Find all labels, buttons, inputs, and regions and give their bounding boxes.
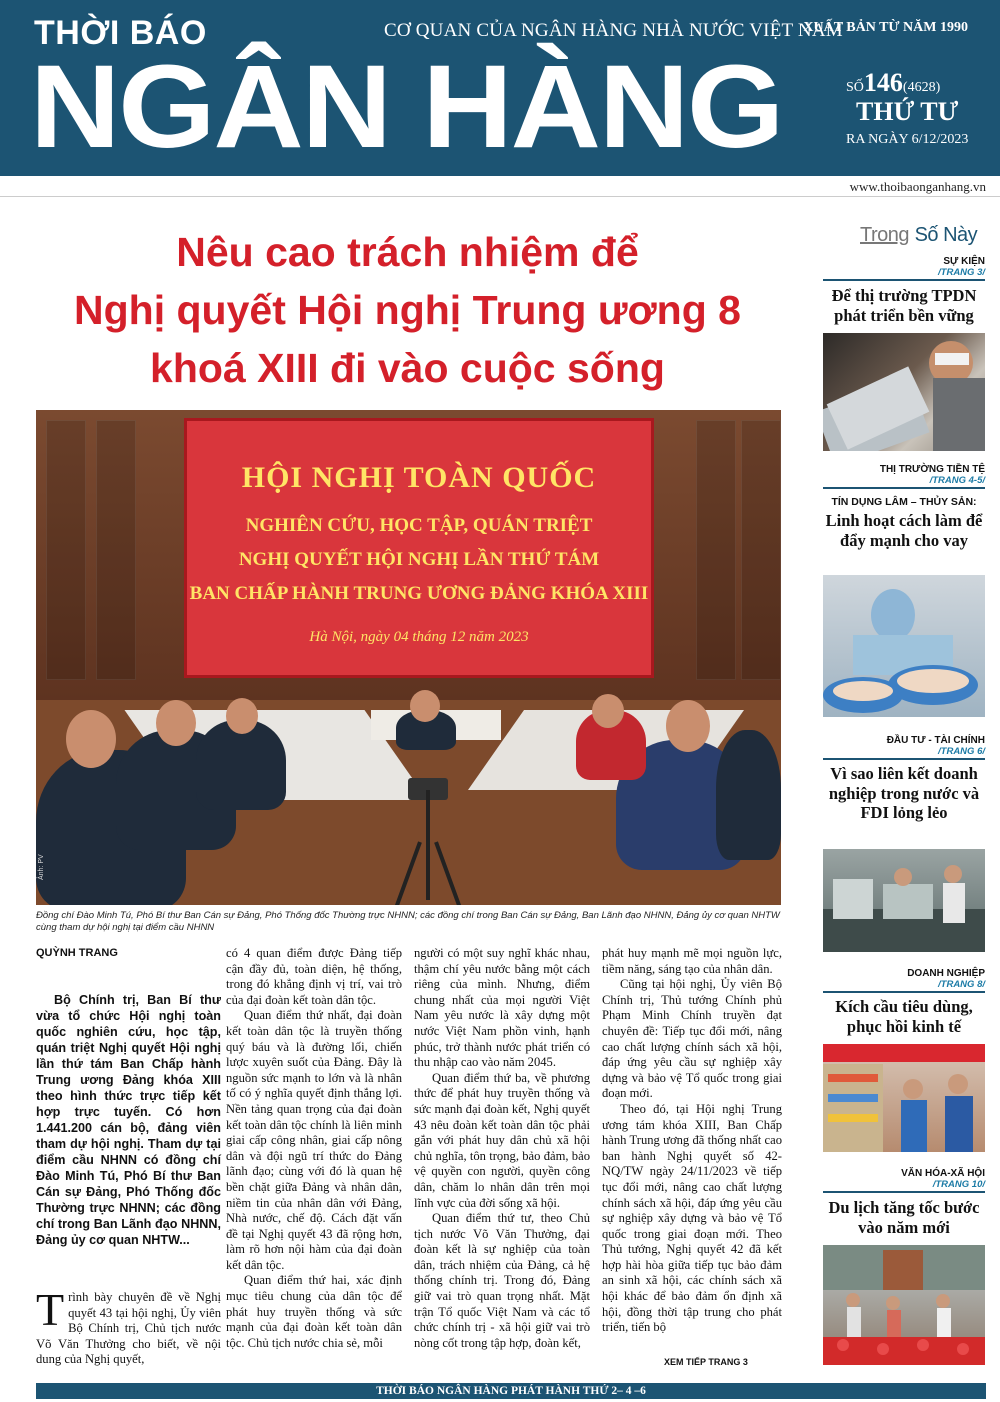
seafood-processing-image	[823, 575, 985, 717]
masthead-since: XUẤT BẢN TỪ NĂM 1990	[803, 20, 968, 35]
byline: QUỲNH TRANG	[36, 947, 118, 959]
tripod	[426, 790, 430, 900]
supermarket-image	[823, 1044, 985, 1152]
sidebar-story-title[interactable]: Kích cầu tiêu dùng, phục hồi kinh tế	[835, 997, 973, 1036]
main-headline	[30, 223, 785, 397]
attendee-head	[66, 710, 116, 768]
money-counting-image	[823, 333, 985, 451]
conference-banner	[184, 418, 654, 678]
sidebar-thumbnail[interactable]	[823, 1044, 985, 1152]
paragraph: phát huy mạnh mẽ mọi nguồn lực, tiềm năng, sáng tạo của nhân dân.	[602, 946, 782, 976]
sidebar-story-title[interactable]: Du lịch tăng tốc bước vào năm mới	[828, 1198, 980, 1237]
paragraph: Cũng tại hội nghị, Ủy viên Bộ Chính trị, Thủ tướng Chính phủ Phạm Minh Chính truyền đạt chuyên đề: Tiếp tục đổi mới, nâng cao chất lượng chính sách xã hội, đáp ứng yêu cầu sự nghiệp xây dựng và bảo vệ Tổ quốc trong giai đoạn mới.	[602, 977, 782, 1101]
paragraph: Quan điểm thứ nhất, đại đoàn kết toàn dân tộc là truyền thống quý báu và là đường lối, chiến lược xuyên suốt của Đảng. Đây là nguồn sức mạnh to lớn và là nhân tố có ý nghĩa quyết định thắng lợi. Nền tảng quan trọng của đại đoàn kết toàn dân tộc chính là liên minh giai cấp công nhân, giai cấp nông dân và đội ngũ trí thức do Đảng lãnh đạo; cùng với đó là quan hệ bền chặt giữa Đảng và nhân dân, niềm tin của nhân dân với Đảng, Nhà nước, chế độ. Cách đặt vấn đề tại Nghị quyết 43 đã rộng hơn, làm rõ hơn nội hàm của đại đoàn kết dân tộc.	[226, 1008, 402, 1272]
sidebar-section[interactable]	[823, 1168, 985, 1193]
article-lead	[36, 992, 221, 1248]
masthead	[0, 0, 1000, 176]
attendee	[716, 730, 781, 860]
sidebar-story-title[interactable]: Để thị trường TPDN phát triển bền vững	[831, 286, 977, 325]
issue-weekday: THỨ TƯ	[856, 97, 959, 126]
sidebar-thumbnail[interactable]	[823, 849, 985, 952]
website-url[interactable]: www.thoibaonganhang.vn	[849, 179, 986, 194]
sidebar-story-title[interactable]: Vì sao liên kết doanh nghiệp trong nước và FDI lỏng lẻo	[828, 764, 980, 822]
section-name: VĂN HÓA-XÃ HỘI	[901, 1168, 985, 1179]
section-page: /TRANG 3/	[823, 267, 985, 281]
photo-caption: Đồng chí Đào Minh Tú, Phó Bí thư Ban Cán sự Đảng, Phó Thống đốc Thường trực NHNN; các đồng chí trong Ban Cán sự Đảng, Ban Lãnh đạo NHNN, Đảng ủy cơ quan NHTW cùng tham dự hội nghị tại điểm cầu NHNN	[36, 910, 780, 933]
sidebar-kicker: TÍN DỤNG LÂM – THỦY SẢN:	[831, 496, 977, 508]
masthead-big-title: NGÂN HÀNG	[30, 41, 783, 173]
paragraph: Theo đó, tại Hội nghị Trung ương tám khóa XIII, Ban Chấp hành Trung ương đã thống nhất cao ban hành Nghị quyết số 42-NQ/TW ngày 24/11/2023 về tiếp tục đổi mới, nâng cao chất lượng chính sách xã hội, đáp ứng yêu cầu sự nghiệp xây dựng và bảo vệ Tổ quốc trong giai đoạn mới. Theo Thủ tướng, Nghị quyết 42 đã kết hợp hài hòa giữa tiếp tục bảo đảm an sinh xã hội, các chính sách xã hội khác để bảo đảm ổn định xã hội, đồng thời tập trung cho phát triển, tiến bộ	[602, 1101, 782, 1335]
lead-text: Bộ Chính trị, Ban Bí thư vừa tổ chức Hội nghị toàn quốc nghiên cứu, học tập, quán triệt Nghị quyết Hội nghị lần thứ tám Ban Chấp hành Trung ương Đảng khóa XIII theo hình thức trực tiếp kết hợp trực tuyến. Có hơn 1.441.200 cán bộ, đảng viên tham dự hội nghị. Tham dự tại điểm cầu NHNN có đồng chí Đào Minh Tú, Phó Bí thư Ban Cán sự Đảng, Phó Thống đốc Thường trực NHNN; các đồng chí trong Ban Lãnh đạo NHNN, Đảng ủy cơ quan NHTW...	[36, 993, 221, 1247]
drop-cap: T	[36, 1284, 65, 1335]
paragraph: Quan điểm thứ ba, về phương thức để phát huy truyền thống và sức mạnh đại đoàn kết, Nghị quyết 43 nêu đoàn kết toàn dân tộc phải gắn với phát huy dân chủ xã hội chủ nghĩa, tôn trọng, bảo đảm, bảo vệ quyền con người, quyền công dân, chăm lo nhân dân trên mọi lĩnh vực của đời sống xã hội.	[414, 1070, 590, 1210]
banner-line-2: NGHỊ QUYẾT HỘI NGHỊ LẦN THỨ TÁM	[238, 549, 600, 570]
attendee-head	[592, 694, 624, 728]
wall-panel	[696, 420, 736, 680]
tourists-image	[823, 1245, 985, 1365]
banner-line-3: BAN CHẤP HÀNH TRUNG ƯƠNG ĐẢNG KHÓA XIII	[189, 583, 649, 604]
banner-line-1: NGHIÊN CỨU, HỌC TẬP, QUÁN TRIỆT	[245, 515, 593, 536]
masthead-small-title: THỜI BÁO	[34, 14, 207, 52]
wall-panel	[96, 420, 136, 680]
issue-number	[846, 70, 940, 96]
paragraph: Quan điểm thứ hai, xác định mục tiêu chung của dân tộc để phát huy truyền thống và sức mạnh của đại đoàn kết toàn dân tộc. Chủ tịch nước chia sẻ, mỗi	[226, 1273, 402, 1350]
wall-panel	[741, 420, 781, 680]
factory-workers-image	[823, 849, 985, 952]
section-name: THỊ TRƯỜNG TIỀN TỆ	[879, 464, 985, 475]
toc-word-1: Trong	[860, 224, 910, 246]
section-name: ĐẦU TƯ - TÀI CHÍNH	[886, 735, 985, 746]
masthead-agency: CƠ QUAN CỦA NGÂN HÀNG NHÀ NƯỚC VIỆT NAM	[384, 20, 843, 41]
main-photo	[36, 410, 781, 905]
continued-link[interactable]: XEM TIẾP TRANG 3	[664, 1357, 748, 1367]
photo-credit: Ảnh: PV	[38, 854, 45, 880]
attendee-head	[410, 690, 440, 722]
section-page: /TRANG 8/	[823, 979, 985, 993]
attendee-head	[666, 700, 710, 752]
section-page: /TRANG 4-5/	[823, 475, 985, 489]
section-name: DOANH NGHIỆP	[907, 968, 985, 979]
section-name: SỰ KIỆN	[943, 256, 985, 267]
article-column-1	[36, 1284, 221, 1368]
sidebar-thumbnail[interactable]	[823, 1245, 985, 1365]
sidebar-section[interactable]	[823, 735, 985, 760]
issue-date: RA NGÀY 6/12/2023	[846, 132, 969, 147]
attendee-head	[226, 698, 258, 734]
sidebar-section[interactable]	[823, 464, 985, 489]
paragraph: có 4 quan điểm được Đảng tiếp cận đầy đủ, toàn diện, hệ thống, trong đó khẳng định vị trí, vai trò của đại đoàn kết toàn dân tộc.	[226, 946, 402, 1007]
article-column-4	[602, 946, 782, 1352]
attendee-head	[156, 700, 196, 746]
issue-num: 146	[863, 68, 903, 97]
in-this-issue-heading	[860, 224, 977, 247]
sidebar-thumbnail[interactable]	[823, 333, 985, 451]
sidebar-section[interactable]	[823, 256, 985, 281]
sidebar-thumbnail[interactable]	[823, 575, 985, 717]
toc-word-2: Số Này	[914, 224, 978, 246]
banner-date: Hà Nội, ngày 04 tháng 12 năm 2023	[309, 629, 529, 645]
banner-title: HỘI NGHỊ TOÀN QUỐC	[241, 461, 597, 494]
column-1-text: rình bày chuyên đề về Nghị quyết 43 tại hội nghị, Ủy viên Bộ Chính trị, Chủ tịch nước Võ Văn Thưởng cho biết, về nội dung của Nghị quyết,	[36, 1290, 221, 1367]
headline-line-2: Nghị quyết Hội nghị Trung ương 8	[74, 287, 741, 333]
issue-count: (4628)	[902, 80, 941, 95]
section-page: /TRANG 10/	[823, 1179, 985, 1193]
paragraph: Quan điểm thứ tư, theo Chủ tịch nước Võ Văn Thưởng, đại đoàn kết là sự nghiệp của toàn dân, trách nhiệm của Đảng, cả hệ thống chính trị. Trong đó, Đảng giữ vai trò quan trọng nhất. Mặt trận Tổ quốc Việt Nam và các tổ chức chính trị - xã hội giữ vai trò nòng cốt trong tập hợp, đoàn kết,	[414, 1211, 590, 1350]
footer-banner: THỜI BÁO NGÂN HÀNG PHÁT HÀNH THỨ 2– 4 –6	[36, 1383, 986, 1399]
section-page: /TRANG 6/	[823, 746, 985, 760]
sidebar-section[interactable]	[823, 968, 985, 993]
divider	[0, 196, 1000, 197]
headline-line-1: Nêu cao trách nhiệm để	[176, 229, 639, 275]
wall-panel	[46, 420, 86, 680]
headline-line-3: khoá XIII đi vào cuộc sống	[150, 345, 665, 391]
issue-prefix: SỐ	[846, 80, 864, 95]
article-column-3	[414, 946, 590, 1366]
paragraph: người có một suy nghĩ khác nhau, thậm chí yêu nước bằng một cách riêng của mình. Nhưng, điểm chung nhất của mọi người Việt Nam yêu nước là xây dựng một nước Việt Nam phồn vinh, hạnh phúc, trở thành nước phát triển có thu nhập cao vào năm 2045.	[414, 946, 590, 1070]
sidebar-story-title[interactable]: Linh hoạt cách làm để đẩy mạnh cho vay	[825, 511, 983, 550]
article-column-2	[226, 946, 402, 1366]
